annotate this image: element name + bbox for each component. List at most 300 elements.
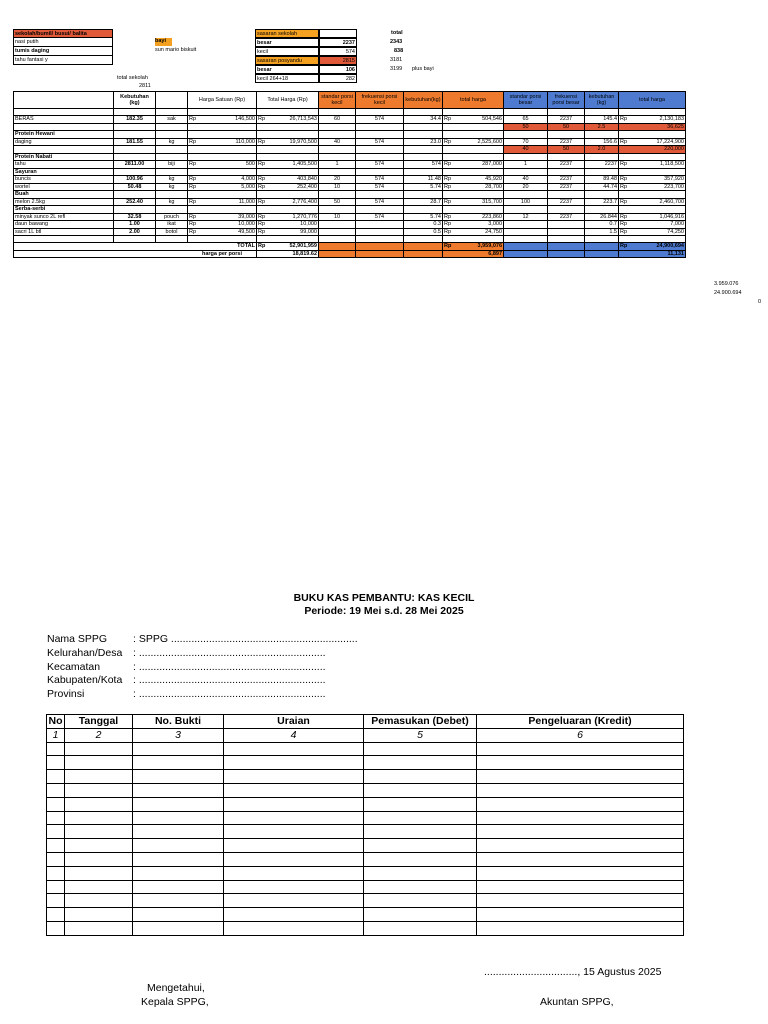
- kas-cell[interactable]: [477, 839, 684, 853]
- table-cell: [504, 243, 548, 251]
- kas-cell[interactable]: [47, 770, 65, 784]
- kas-cell[interactable]: [224, 908, 364, 922]
- table-cell: [156, 131, 188, 139]
- kas-cell[interactable]: [65, 756, 133, 770]
- kas-cell[interactable]: [224, 797, 364, 811]
- column-header: [14, 92, 114, 109]
- kas-cell[interactable]: [364, 783, 477, 797]
- kas-cell[interactable]: [133, 880, 224, 894]
- total-harga: Rp 26,713,543: [258, 116, 317, 123]
- table-cell: kg: [156, 138, 188, 146]
- kas-cell[interactable]: [224, 811, 364, 825]
- side-note-2: 24.900.694: [714, 290, 742, 296]
- table-cell: [404, 191, 443, 199]
- kas-cell[interactable]: [224, 742, 364, 756]
- table-cell: 574: [356, 138, 404, 146]
- table-cell: [356, 206, 404, 214]
- table-cell: 100.96: [114, 176, 156, 184]
- kas-cell[interactable]: [224, 825, 364, 839]
- bayi-label: bayi: [155, 38, 172, 46]
- item-name: tahu: [14, 161, 114, 169]
- kas-column-header: Uraian: [224, 715, 364, 729]
- table-cell: [443, 131, 504, 139]
- table-cell: [548, 221, 585, 229]
- kas-cell[interactable]: [477, 770, 684, 784]
- kas-cell[interactable]: [133, 866, 224, 880]
- sasaran-row: [255, 29, 357, 38]
- harga-satuan: Rp 39,000: [189, 213, 255, 220]
- kas-cell[interactable]: [224, 866, 364, 880]
- table-cell: 2237: [585, 161, 619, 169]
- kas-cell[interactable]: [364, 908, 477, 922]
- kas-cell[interactable]: [133, 921, 224, 935]
- kas-cell[interactable]: [477, 921, 684, 935]
- table-cell: ikat: [156, 221, 188, 229]
- table-cell: [356, 191, 404, 199]
- table-cell: [356, 153, 404, 161]
- table-cell: 28.7: [404, 198, 443, 206]
- kas-cell[interactable]: [47, 852, 65, 866]
- table-cell: [504, 236, 548, 243]
- table-row: [14, 236, 686, 243]
- table-cell: [504, 206, 548, 214]
- kas-cell[interactable]: [224, 839, 364, 853]
- table-cell: [257, 206, 319, 214]
- total-sekolah-value: 2811: [139, 83, 151, 89]
- kas-row: [47, 894, 684, 908]
- table-cell: [619, 236, 686, 243]
- table-cell: 40: [504, 146, 548, 154]
- table-cell: [404, 168, 443, 176]
- kas-cell[interactable]: [224, 770, 364, 784]
- total-harga: Rp 1,405,500: [258, 161, 317, 168]
- total-harga: Rp 252,400: [258, 183, 317, 190]
- table-cell: [356, 168, 404, 176]
- total-harga-besar: Rp 1,046,916: [620, 213, 684, 220]
- kas-cell[interactable]: [477, 756, 684, 770]
- kas-cell[interactable]: [133, 825, 224, 839]
- table-cell: 156.6: [585, 138, 619, 146]
- table-row: [14, 131, 686, 139]
- table-cell: kg: [156, 198, 188, 206]
- kas-cell[interactable]: [47, 839, 65, 853]
- total-row: [14, 243, 686, 251]
- table-cell: [188, 123, 257, 131]
- table-cell: [257, 168, 319, 176]
- table-cell: [14, 236, 114, 243]
- kas-cell[interactable]: [133, 783, 224, 797]
- kas-cell[interactable]: [65, 894, 133, 908]
- table-cell: [114, 191, 156, 199]
- kas-cell[interactable]: [65, 783, 133, 797]
- table-header-row: [14, 92, 686, 109]
- table-cell: [619, 109, 686, 116]
- table-cell: [585, 250, 619, 258]
- kas-cell[interactable]: [477, 880, 684, 894]
- table-cell: [443, 206, 504, 214]
- column-header: [156, 92, 188, 109]
- menu-item: tumis daging: [13, 47, 113, 56]
- sasaran-block: [255, 29, 357, 83]
- total-harga-besar: Rp 7,000: [620, 221, 684, 228]
- table-cell: [404, 146, 443, 154]
- kas-row: [47, 825, 684, 839]
- table-cell: [404, 236, 443, 243]
- kas-cell[interactable]: [364, 866, 477, 880]
- table-cell: [319, 221, 356, 229]
- kas-cell[interactable]: [477, 894, 684, 908]
- kas-cell[interactable]: [65, 866, 133, 880]
- table-cell: 40: [504, 176, 548, 184]
- kas-cell[interactable]: [47, 811, 65, 825]
- table-cell: [114, 146, 156, 154]
- total-harga-besar: Rp 17,224,900: [620, 138, 684, 145]
- kas-cell[interactable]: [133, 839, 224, 853]
- column-header: kebutuhan (kg): [585, 92, 619, 109]
- table-cell: 182.35: [114, 116, 156, 124]
- table-cell: [356, 236, 404, 243]
- kas-cell[interactable]: [364, 852, 477, 866]
- kas-cell[interactable]: [47, 742, 65, 756]
- table-cell: [548, 228, 585, 236]
- table-cell: [404, 109, 443, 116]
- table-cell: 2237: [548, 138, 585, 146]
- table-cell: 2237: [548, 116, 585, 124]
- kas-cell[interactable]: [47, 880, 65, 894]
- table-cell: pouch: [156, 213, 188, 221]
- kas-cell[interactable]: [65, 908, 133, 922]
- harga-satuan: Rp 4,000: [189, 176, 255, 183]
- table-cell: [257, 236, 319, 243]
- sasaran-row: [255, 65, 357, 74]
- total-kecil: Rp 3,959,076: [444, 243, 502, 250]
- kas-cell[interactable]: [65, 825, 133, 839]
- kas-cell[interactable]: [47, 783, 65, 797]
- kas-cell[interactable]: [133, 908, 224, 922]
- total-harga: Rp 99,000: [258, 228, 317, 235]
- item-name: melon 2.5kg: [14, 198, 114, 206]
- kas-cell[interactable]: [477, 825, 684, 839]
- sasaran-row: [255, 74, 357, 83]
- table-cell: [585, 153, 619, 161]
- table-row: [14, 213, 686, 221]
- table-cell: [443, 168, 504, 176]
- kas-cell[interactable]: [133, 797, 224, 811]
- date-line: ................................, 15 Agustus 2025: [484, 966, 662, 978]
- kebutuhan-table: [13, 91, 686, 258]
- table-cell: 574: [404, 161, 443, 169]
- table-cell: [156, 168, 188, 176]
- table-cell: [356, 146, 404, 154]
- table-cell: [156, 191, 188, 199]
- kas-cell[interactable]: [47, 866, 65, 880]
- table-cell: [443, 109, 504, 116]
- kas-cell[interactable]: [65, 880, 133, 894]
- total-value-4: 3199: [390, 66, 403, 72]
- table-cell: [188, 146, 257, 154]
- table-cell: [356, 221, 404, 229]
- kas-cell[interactable]: [477, 811, 684, 825]
- section-label: Sayuran: [14, 168, 114, 176]
- kas-column-number: 3: [133, 728, 224, 742]
- sasaran-label: sasaran posyandu: [255, 56, 319, 65]
- table-cell: 26.844: [585, 213, 619, 221]
- kas-title: BUKU KAS PEMBANTU: KAS KECIL: [293, 592, 475, 604]
- kas-row: [47, 908, 684, 922]
- kas-periode: Periode: 19 Mei s.d. 28 Mei 2025: [304, 605, 464, 617]
- kas-cell[interactable]: [133, 894, 224, 908]
- side-note-3: 0: [758, 299, 762, 305]
- table-cell: [619, 191, 686, 199]
- table-cell: [619, 153, 686, 161]
- table-row: [14, 183, 686, 191]
- total-harga-besar: Rp 223,700: [620, 183, 684, 190]
- table-row: [14, 109, 686, 116]
- column-header: Harga Satuan (Rp): [188, 92, 257, 109]
- table-cell: 5.74: [404, 213, 443, 221]
- total-harga: Rp 10,000: [258, 221, 317, 228]
- table-cell: 65: [504, 116, 548, 124]
- table-cell: botol: [156, 228, 188, 236]
- table-cell: [188, 131, 257, 139]
- table-cell: [114, 168, 156, 176]
- table-cell: 5.74: [404, 183, 443, 191]
- table-cell: [548, 109, 585, 116]
- kas-cell[interactable]: [47, 756, 65, 770]
- porsi-besar: 11,131: [619, 250, 686, 258]
- kas-row: [47, 797, 684, 811]
- kas-table: [46, 714, 684, 936]
- column-header: standar porsi kecil: [319, 92, 356, 109]
- kas-cell[interactable]: [364, 770, 477, 784]
- table-cell: [356, 243, 404, 251]
- table-cell: [356, 123, 404, 131]
- table-cell: 2237: [548, 213, 585, 221]
- table-cell: [188, 109, 257, 116]
- table-cell: 145.4: [585, 116, 619, 124]
- table-cell: 1.5: [585, 228, 619, 236]
- kas-cell[interactable]: [133, 811, 224, 825]
- total-harga-kecil: Rp 28,700: [444, 183, 502, 190]
- kas-cell[interactable]: [133, 742, 224, 756]
- kas-cell[interactable]: [65, 797, 133, 811]
- sasaran-value: 574: [319, 47, 357, 56]
- kas-cell[interactable]: [364, 825, 477, 839]
- table-cell: [319, 228, 356, 236]
- total-sekolah-label: total sekolah: [117, 75, 148, 81]
- table-cell: 2237: [548, 183, 585, 191]
- porsi-value: 18,819.62: [257, 250, 319, 258]
- kas-cell[interactable]: [224, 852, 364, 866]
- total-harga-kecil: Rp 504,546: [444, 116, 502, 123]
- total-harga-besar: Rp 1,118,500: [620, 161, 684, 168]
- kas-row: [47, 880, 684, 894]
- sasaran-value: 106: [319, 65, 357, 74]
- total-harga-kecil: Rp 24,750: [444, 228, 502, 235]
- table-cell: [504, 228, 548, 236]
- column-header: frekuensi porsi kecil: [356, 92, 404, 109]
- column-header: Kebutuhan (kg): [114, 92, 156, 109]
- table-cell: [319, 131, 356, 139]
- table-cell: 2811.00: [114, 161, 156, 169]
- table-cell: 2.00: [114, 228, 156, 236]
- sasaran-label: sasaran sekolah: [255, 29, 319, 38]
- total-harga-besar: Rp 2,460,700: [620, 198, 684, 205]
- kas-cell[interactable]: [133, 756, 224, 770]
- table-cell: [156, 109, 188, 116]
- kas-row: [47, 866, 684, 880]
- kas-cell[interactable]: [65, 921, 133, 935]
- table-cell: 34.4: [404, 116, 443, 124]
- kas-cell[interactable]: [65, 742, 133, 756]
- kas-cell[interactable]: [47, 894, 65, 908]
- kas-cell[interactable]: [364, 921, 477, 935]
- kas-cell[interactable]: [224, 880, 364, 894]
- kas-title-block: [0, 592, 768, 618]
- field-nama-sppg: Nama SPPG : SPPG ................................................................: [47, 633, 358, 645]
- table-cell: [548, 250, 585, 258]
- sasaran-row: [255, 47, 357, 56]
- kas-cell[interactable]: [65, 811, 133, 825]
- table-row: [14, 146, 686, 154]
- harga-satuan: Rp 146,500: [189, 116, 255, 123]
- table-cell: [585, 191, 619, 199]
- table-cell: [585, 243, 619, 251]
- table-cell: 574: [356, 116, 404, 124]
- kas-cell[interactable]: [477, 908, 684, 922]
- table-cell: 181.55: [114, 138, 156, 146]
- table-cell: 1: [504, 161, 548, 169]
- table-cell: [548, 153, 585, 161]
- kas-cell[interactable]: [133, 852, 224, 866]
- table-cell: 40: [319, 138, 356, 146]
- kas-cell[interactable]: [477, 852, 684, 866]
- total-harga-besar: 36,625: [619, 123, 686, 131]
- table-cell: [114, 131, 156, 139]
- kas-cell[interactable]: [47, 908, 65, 922]
- kas-cell[interactable]: [364, 797, 477, 811]
- table-cell: [585, 236, 619, 243]
- table-cell: 574: [356, 161, 404, 169]
- sasaran-label: kecil 264+18: [255, 74, 319, 83]
- table-cell: [443, 191, 504, 199]
- kas-cell[interactable]: [364, 756, 477, 770]
- kas-cell[interactable]: [47, 921, 65, 935]
- kas-cell[interactable]: [224, 921, 364, 935]
- total-harga-kecil: Rp 45,920: [444, 176, 502, 183]
- kas-column-number: 5: [364, 728, 477, 742]
- kas-cell[interactable]: [133, 770, 224, 784]
- kas-cell[interactable]: [477, 742, 684, 756]
- table-cell: [585, 206, 619, 214]
- table-row: [14, 206, 686, 214]
- kas-column-header: Pemasukan (Debet): [364, 715, 477, 729]
- table-cell: 574: [356, 183, 404, 191]
- field-kelurahan: Kelurahan/Desa : ................................................................: [47, 647, 326, 659]
- harga-satuan: Rp 5,000: [189, 183, 255, 190]
- harga-satuan: Rp 11,000: [189, 198, 255, 205]
- table-cell: [156, 123, 188, 131]
- table-cell: 0.3: [404, 221, 443, 229]
- table-cell: 50: [548, 123, 585, 131]
- total-harga: Rp 2,776,400: [258, 198, 317, 205]
- kas-column-header: No: [48, 715, 63, 728]
- kas-cell[interactable]: [477, 866, 684, 880]
- column-header: total harga: [619, 92, 686, 109]
- porsi-row: [14, 250, 686, 258]
- kas-cell[interactable]: [364, 742, 477, 756]
- table-cell: 70: [504, 138, 548, 146]
- table-row: [14, 168, 686, 176]
- kas-cell[interactable]: [65, 839, 133, 853]
- kas-column-number: 6: [477, 728, 684, 742]
- table-cell: 0.7: [585, 221, 619, 229]
- kas-cell[interactable]: [65, 770, 133, 784]
- total-harga: Rp 19,970,500: [258, 138, 317, 145]
- table-cell: [156, 206, 188, 214]
- kas-cell[interactable]: [477, 783, 684, 797]
- kas-row: [47, 742, 684, 756]
- kas-row: [47, 783, 684, 797]
- table-cell: biji: [156, 161, 188, 169]
- total-harga-kecil: Rp 3,000: [444, 221, 502, 228]
- table-cell: [319, 236, 356, 243]
- table-cell: [319, 206, 356, 214]
- field-provinsi: Provinsi : ................................................................: [47, 688, 326, 700]
- kas-cell[interactable]: [477, 797, 684, 811]
- field-kabupaten: Kabupaten/Kota : ................................................................: [47, 674, 326, 686]
- menu-item: tahu fantasi y: [13, 56, 113, 65]
- sasaran-label: kecil: [255, 47, 319, 56]
- table-row: [14, 153, 686, 161]
- total-harga: Rp 1,270,776: [258, 213, 317, 220]
- item-name: sacri 1L btl: [14, 228, 114, 236]
- table-cell: 2237: [548, 198, 585, 206]
- harga-satuan: Rp 500: [189, 161, 255, 168]
- column-header: kebutuhan(kg): [404, 92, 443, 109]
- table-cell: [443, 236, 504, 243]
- table-cell: [548, 131, 585, 139]
- table-cell: [504, 109, 548, 116]
- item-name: wortel: [14, 183, 114, 191]
- kas-cell[interactable]: [47, 825, 65, 839]
- table-cell: [319, 191, 356, 199]
- table-cell: [585, 168, 619, 176]
- kas-cell[interactable]: [364, 894, 477, 908]
- kas-cell[interactable]: [224, 894, 364, 908]
- table-cell: kg: [156, 176, 188, 184]
- table-cell: [319, 123, 356, 131]
- porsi-label: harga per porsi: [14, 250, 257, 258]
- column-header: Total Harga (Rp): [257, 92, 319, 109]
- kas-row: [47, 756, 684, 770]
- kas-row: [47, 921, 684, 935]
- table-cell: [257, 123, 319, 131]
- kas-cell[interactable]: [47, 797, 65, 811]
- kas-cell[interactable]: [224, 756, 364, 770]
- kas-cell[interactable]: [224, 783, 364, 797]
- kas-cell[interactable]: [65, 852, 133, 866]
- kas-cell[interactable]: [364, 811, 477, 825]
- total-label: total: [391, 30, 403, 36]
- kas-cell[interactable]: [364, 880, 477, 894]
- kas-cell[interactable]: [364, 839, 477, 853]
- total-harga-kecil: Rp 287,000: [444, 161, 502, 168]
- table-cell: [548, 206, 585, 214]
- table-cell: 252.40: [114, 198, 156, 206]
- table-cell: [443, 153, 504, 161]
- kas-column-number: 2: [65, 728, 133, 742]
